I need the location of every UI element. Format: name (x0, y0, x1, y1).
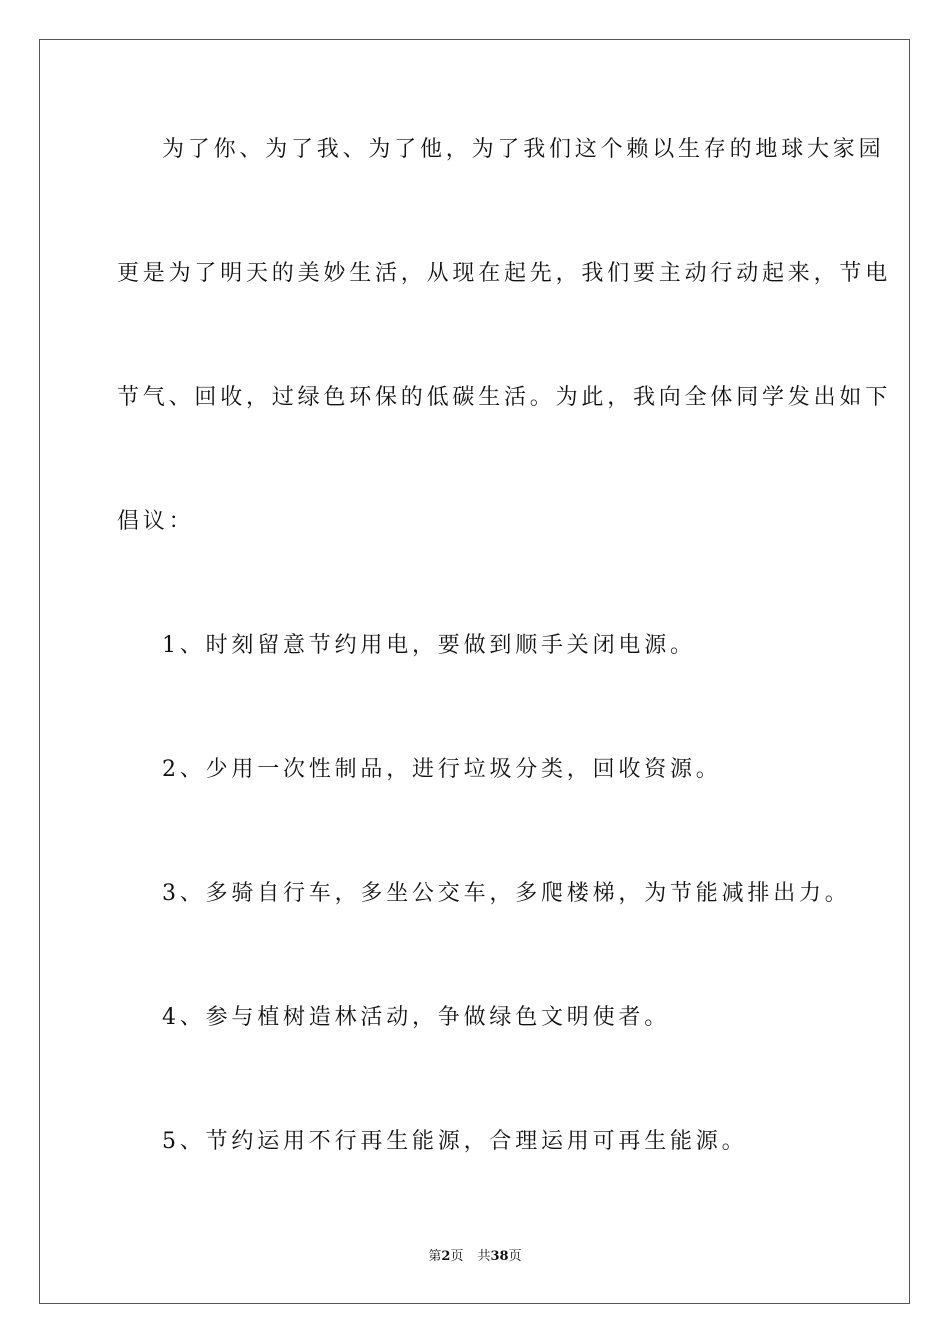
paragraph-line-1: 为了你、为了我、为了他，为了我们这个赖以生存的地球大家园 (162, 137, 885, 162)
page-number: 2 (441, 1249, 451, 1264)
proposal-item-4: 4、参与植树造林活动，争做绿色文明使者。 (162, 1005, 670, 1030)
total-prefix: 共 (477, 1249, 491, 1264)
proposal-item-2: 2、少用一次性制品，进行垃圾分类，回收资源。 (162, 757, 722, 782)
proposal-item-3: 3、多骑自行车，多坐公交车，多爬楼梯，为节能减排出力。 (162, 881, 851, 906)
page-suffix: 页 (450, 1249, 464, 1264)
page-prefix: 第 (428, 1249, 442, 1264)
paragraph-line-3: 节气、回收，过绿色环保的低碳生活。为此，我向全体同学发出如下 (117, 385, 892, 410)
page-border (39, 39, 910, 1304)
total-suffix: 页 (508, 1249, 522, 1264)
proposal-item-1: 1、时刻留意节约用电，要做到顺手关闭电源。 (162, 633, 696, 658)
proposal-item-5: 5、节约运用不行再生能源，合理运用可再生能源。 (162, 1129, 748, 1154)
paragraph-line-2: 更是为了明天的美妙生活，从现在起先，我们要主动行动起来，节电 (117, 261, 892, 286)
paragraph-line-4: 倡议： (117, 509, 195, 534)
page-footer (0, 1249, 950, 1265)
total-pages: 38 (490, 1249, 509, 1264)
